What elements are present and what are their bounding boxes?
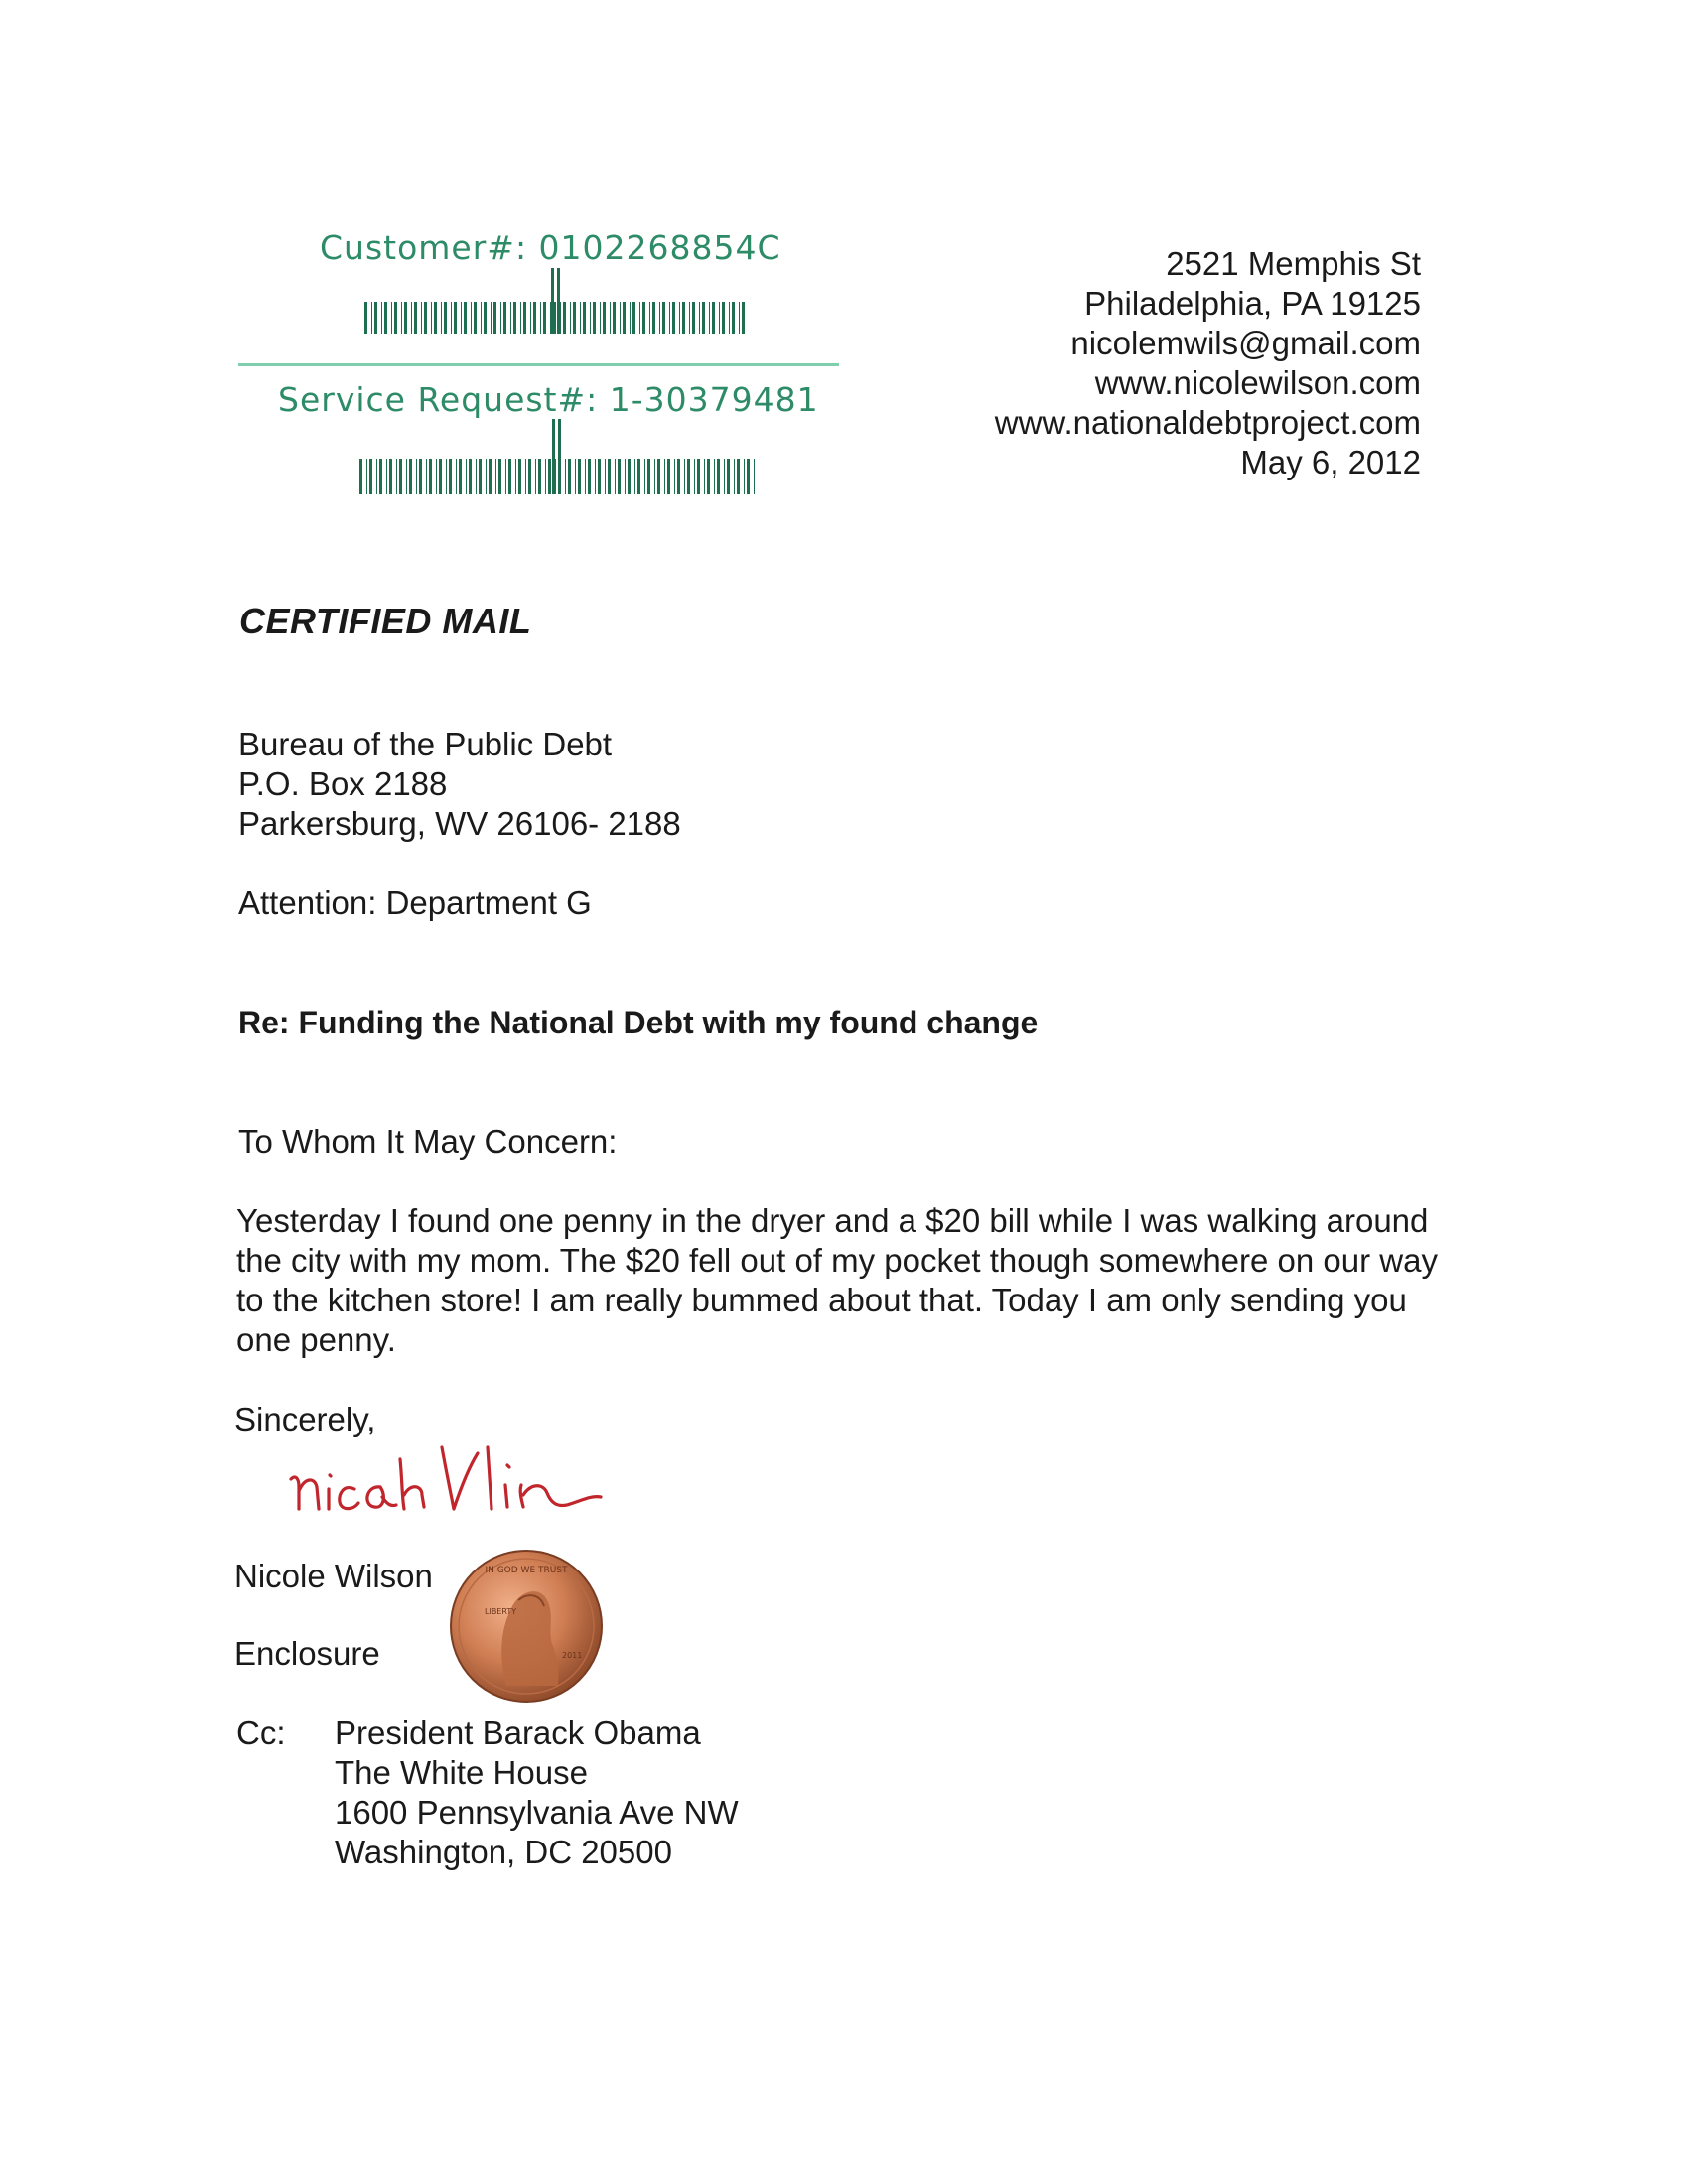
barcode-bar (649, 302, 650, 334)
barcode-bar (707, 459, 710, 494)
barcode-bar (618, 459, 621, 494)
barcode-bar (414, 302, 417, 334)
barcode-bar (585, 459, 586, 494)
barcode-bar (674, 459, 675, 494)
barcode-bar (677, 459, 680, 494)
barcode-bar (620, 302, 621, 334)
barcode-bar (459, 459, 462, 494)
barcode-bar (424, 302, 427, 334)
barcode-bar (518, 459, 521, 494)
barcode-marker (558, 419, 561, 494)
barcode-bar (384, 302, 387, 334)
barcode-bar (416, 459, 417, 494)
barcode-bar (364, 302, 367, 334)
barcode-bar (639, 302, 640, 334)
barcode-bar (419, 459, 422, 494)
barcode-bar (729, 302, 730, 334)
barcode-bar (439, 459, 442, 494)
barcode-bar (500, 302, 501, 334)
barcode-bar (593, 302, 596, 334)
penny-year: 2011 (562, 1651, 583, 1660)
barcode-bar (396, 459, 397, 494)
barcode-bar (563, 302, 566, 334)
barcode-bar (543, 302, 546, 334)
barcode-bar (495, 459, 496, 494)
barcode-bar (449, 459, 452, 494)
barcode-bar (704, 459, 705, 494)
barcode-bar (732, 302, 735, 334)
barcode-bar (744, 459, 745, 494)
barcode-bar (538, 459, 541, 494)
barcode-bar (426, 459, 427, 494)
barcode-bar (444, 302, 447, 334)
barcode-bar (623, 302, 626, 334)
barcode-bar (742, 302, 745, 334)
barcode-bar (694, 459, 695, 494)
barcode-bar (454, 302, 457, 334)
barcode-bar (615, 459, 616, 494)
service-barcode (357, 419, 765, 498)
barcode-bar (573, 302, 576, 334)
barcode-bar (714, 459, 715, 494)
barcode-bar (548, 459, 551, 494)
barcode-bar (565, 459, 566, 494)
sender-email: nicolemwils@gmail.com (1070, 325, 1421, 361)
barcode-bar (508, 459, 511, 494)
barcode-bar (523, 302, 526, 334)
barcode-bar (590, 302, 591, 334)
barcode-bar (550, 302, 551, 334)
barcode-bar (600, 302, 601, 334)
barcode-bar (371, 302, 372, 334)
sender-address (995, 244, 1421, 482)
barcode-bar (588, 459, 591, 494)
barcode-bar (379, 459, 382, 494)
barcode-bar (595, 459, 596, 494)
barcode-bar (503, 302, 506, 334)
barcode-bar (394, 302, 397, 334)
barcode-bar (498, 459, 501, 494)
barcode-bar (568, 459, 571, 494)
barcode-bar (411, 302, 412, 334)
barcode-bar (474, 302, 477, 334)
barcode-bar (376, 459, 377, 494)
closing: Sincerely, (234, 1401, 376, 1437)
barcode-bar (533, 302, 536, 334)
barcode-bar (657, 459, 660, 494)
barcode-bar (515, 459, 516, 494)
barcode-bar (560, 302, 561, 334)
subject-line: Re: Funding the National Debt with my found change (238, 1005, 1039, 1040)
barcode-bar (505, 459, 506, 494)
barcode-bar (727, 459, 730, 494)
barcode-bar (486, 459, 487, 494)
sender-street: 2521 Memphis St (1166, 245, 1421, 282)
barcode-bar (662, 302, 665, 334)
barcode-bar (689, 302, 690, 334)
barcode-bar (451, 302, 452, 334)
handwritten-signature (283, 1439, 626, 1529)
barcode-bar (404, 302, 407, 334)
service-request-label: Service Request#: 1-30379481 (278, 380, 819, 419)
letter-date: May 6, 2012 (1240, 444, 1421, 480)
barcode-bar (399, 459, 402, 494)
barcode-bar (687, 459, 690, 494)
barcode-bar (491, 302, 492, 334)
cc-organization: The White House (335, 1754, 588, 1791)
customer-number-label: Customer#: 0102268854C (320, 228, 781, 267)
barcode-bar (421, 302, 422, 334)
cc-label: Cc: (236, 1714, 286, 1751)
barcode-bar (381, 302, 382, 334)
barcode-bar (613, 302, 616, 334)
barcode-bar (386, 459, 387, 494)
barcode-bar (580, 302, 581, 334)
cc-street: 1600 Pennsylvania Ave NW (335, 1794, 739, 1831)
barcode-bar (747, 459, 750, 494)
barcode-bar (481, 302, 482, 334)
barcode-bar (436, 459, 437, 494)
barcode-bar (692, 302, 695, 334)
barcode-marker (557, 268, 560, 334)
barcode-bar (476, 459, 477, 494)
barcode-bar (712, 302, 715, 334)
recipient-city: Parkersburg, WV 26106- 2188 (238, 805, 681, 842)
barcode-bar (525, 459, 526, 494)
barcode-bar (702, 302, 705, 334)
barcode-bar (722, 302, 725, 334)
barcode-bar (739, 302, 740, 334)
enclosure-label: Enclosure (234, 1635, 380, 1672)
penny-motto: IN GOD WE TRUST (485, 1566, 568, 1575)
barcode-bar (513, 302, 516, 334)
sender-city: Philadelphia, PA 19125 (1084, 285, 1421, 322)
barcode-bar (659, 302, 660, 334)
barcode-bar (555, 459, 556, 494)
sender-website: www.nicolewilson.com (1094, 364, 1421, 401)
cc-city: Washington, DC 20500 (335, 1834, 672, 1870)
barcode-bar (669, 302, 670, 334)
barcode-bar (409, 459, 412, 494)
barcode-bar (699, 302, 700, 334)
barcode-bar (652, 302, 655, 334)
barcode-bar (709, 302, 710, 334)
barcode-bar (471, 302, 472, 334)
sender-project-website: www.nationaldebtproject.com (994, 404, 1421, 441)
barcode-bar (684, 459, 685, 494)
barcode-bar (359, 459, 362, 494)
barcode-bar (466, 459, 467, 494)
barcode-bar (434, 302, 437, 334)
recipient-name: Bureau of the Public Debt (238, 726, 613, 762)
barcode-bar (441, 302, 442, 334)
barcode-bar (391, 302, 392, 334)
barcode-bar (540, 302, 541, 334)
barcode-marker (552, 419, 555, 494)
barcode-bar (401, 302, 402, 334)
barcode-bar (429, 459, 432, 494)
barcode-bar (369, 459, 372, 494)
barcode-bar (754, 459, 755, 494)
barcode-bar (469, 459, 472, 494)
barcode-bar (479, 459, 482, 494)
barcode-bar (610, 302, 611, 334)
barcode-bar (374, 302, 377, 334)
barcode-bar (366, 459, 367, 494)
barcode-bar (535, 459, 536, 494)
barcode-marker (551, 268, 554, 334)
barcode-bar (605, 459, 606, 494)
barcode-bar (528, 459, 531, 494)
signer-name: Nicole Wilson (234, 1558, 433, 1594)
barcode-bar (672, 302, 675, 334)
barcode-bar (570, 302, 571, 334)
barcode-bar (634, 459, 635, 494)
barcode-bar (603, 302, 606, 334)
barcode-bar (489, 459, 492, 494)
barcode-bar (484, 302, 487, 334)
barcode-bar (667, 459, 670, 494)
barcode-bar (456, 459, 457, 494)
cc-recipient: President Barack Obama (335, 1714, 701, 1751)
barcode-bar (575, 459, 576, 494)
recipient-po-box: P.O. Box 2188 (238, 765, 448, 802)
barcode-bar (697, 459, 700, 494)
barcode-bar (682, 302, 685, 334)
barcode-bar (406, 459, 407, 494)
barcode-bar (734, 459, 735, 494)
barcode-bar (630, 302, 631, 334)
barcode-bar (642, 302, 645, 334)
barcode-bar (578, 459, 581, 494)
barcode-bar (647, 459, 650, 494)
barcode-bar (644, 459, 645, 494)
barcode-bar (628, 459, 631, 494)
barcode-bar (679, 302, 680, 334)
barcode-bar (446, 459, 447, 494)
barcode-bar (717, 459, 720, 494)
letter-body: Yesterday I found one penny in the dryer and a $20 bill while I was walking around the city with my mom. The $20 fell out of my pocket though somewhere on our way to the kitchen store! I am really bummed about that. Today I am only sending you one penny. (236, 1202, 1438, 1358)
barcode-bar (431, 302, 432, 334)
barcode-bar (719, 302, 720, 334)
barcode-bar (461, 302, 462, 334)
salutation: To Whom It May Concern: (238, 1123, 618, 1160)
barcode-bar (625, 459, 626, 494)
barcode-bar (493, 302, 496, 334)
barcode-bar (510, 302, 511, 334)
barcode-bar (608, 459, 611, 494)
penny-icon (437, 1537, 616, 1715)
barcode-bar (464, 302, 467, 334)
barcode-bar (664, 459, 665, 494)
barcode-bar (632, 302, 635, 334)
barcode-bar (530, 302, 531, 334)
barcode-bar (583, 302, 586, 334)
attention-line: Attention: Department G (238, 885, 592, 921)
barcode-bar (520, 302, 521, 334)
barcode-bar (598, 459, 601, 494)
barcode-bar (654, 459, 655, 494)
barcode-bar (737, 459, 740, 494)
penny-liberty: LIBERTY (485, 1607, 517, 1616)
stamp-divider (238, 363, 839, 366)
barcode-bar (637, 459, 640, 494)
customer-barcode (362, 268, 755, 338)
delivery-method: CERTIFIED MAIL (239, 601, 532, 641)
barcode-bar (724, 459, 725, 494)
barcode-bar (389, 459, 392, 494)
barcode-bar (545, 459, 546, 494)
